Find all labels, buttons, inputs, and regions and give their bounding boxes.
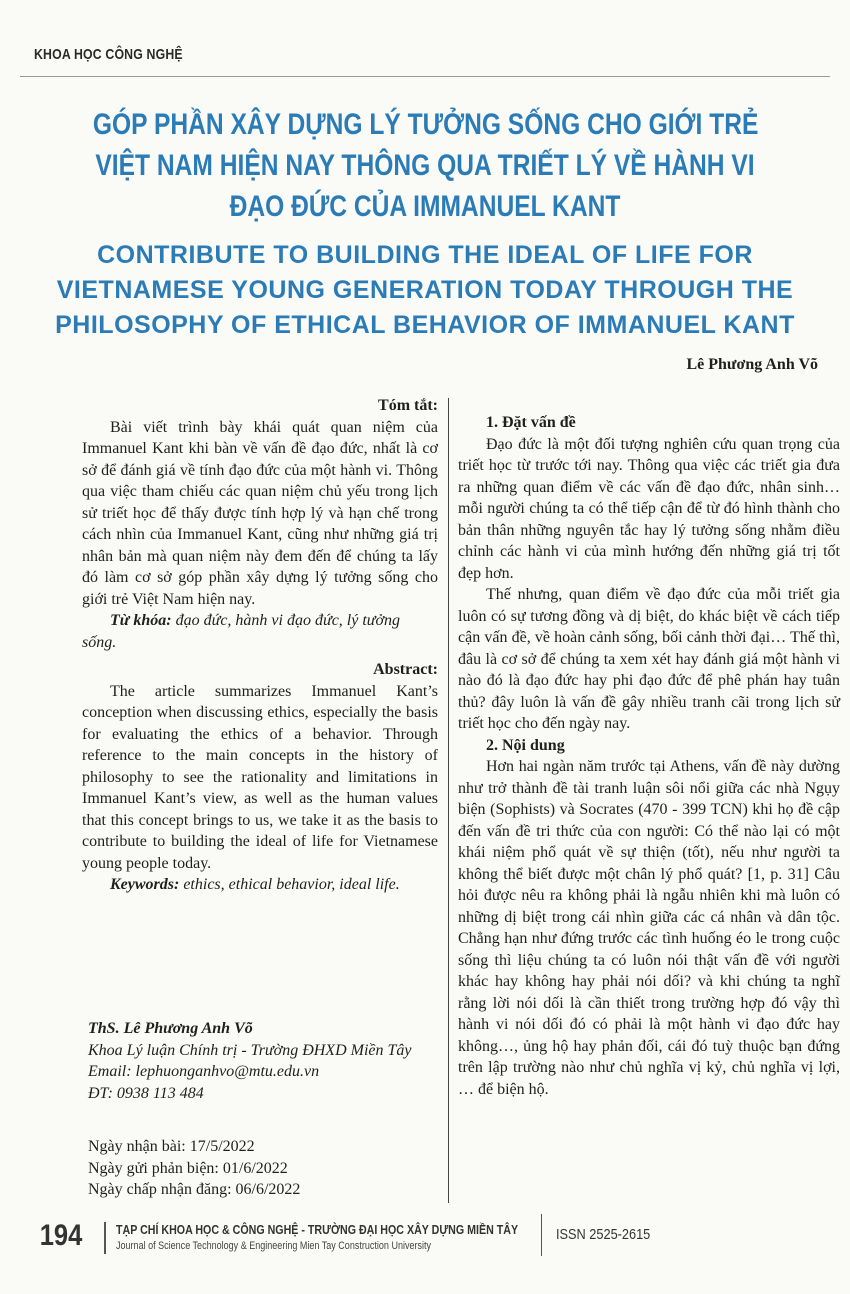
- submission-dates: [88, 1136, 300, 1201]
- date-received: Ngày nhận bài: 17/5/2022: [88, 1138, 255, 1155]
- footer-divider-right: [541, 1214, 542, 1256]
- journal-name-vi: TẠP CHÍ KHOA HỌC & CÔNG NGHỆ - TRƯỜNG ĐẠI HỌC XÂY DỰNG MIỀN TÂY: [116, 1222, 519, 1237]
- journal-name-en: Journal of Science Technology & Engineering Mien Tay Construction University: [116, 1240, 432, 1252]
- title-vietnamese: [93, 104, 757, 227]
- summary-en-body: The article summarizes Immanuel Kant’s conception when discussing ethics, especially the basis for evaluating the ethics of a behavior. Through reference to the main concepts in the history of philosophy to see the rationality and limitations in Immanuel Kant’s view, as well as the human values that this concept brings to us, we take it as the basis to contribute to building the ideal of life for Vietnamese young people today.: [82, 682, 438, 872]
- summary-vi-heading: Tóm tắt:: [378, 397, 438, 414]
- issn-number: ISSN 2525-2615: [556, 1226, 651, 1243]
- author-email[interactable]: Email: lephuonganhvo@mtu.edu.vn: [88, 1063, 320, 1080]
- keywords-en: [82, 874, 438, 896]
- keywords-en-label: Keywords:: [110, 876, 180, 893]
- author-info-name: ThS. Lê Phương Anh Võ: [88, 1020, 253, 1037]
- section-1-paragraph-2: Thế nhưng, quan điểm về đạo đức của mỗi triết gia luôn có sự tương đồng và dị biệt, do khác biệt về cách tiếp cận vấn đề, về hoàn cảnh sống, bối cảnh thời đại… Thế thì, đâu là cơ sở để chúng ta xem xét hay đánh giá một hành vi nào đó là đạo đức hay phi đạo đức để phê phán hay tuân thủ? đây luôn là vấn đề gây nhiều tranh cãi trong lịch sử triết học cho đến ngày nay.: [458, 586, 840, 732]
- title-vi-line-1: GÓP PHẦN XÂY DỰNG LÝ TƯỞNG SỐNG CHO GIỚI TRẺ: [92, 108, 759, 141]
- summary-vi-body: Bài viết trình bày khái quát quan niệm của Immanuel Kant khi bàn về vấn đề đạo đức, nhất là cơ sở để đánh giá về tính đạo đức của một hành vi. Thông qua việc tham chiếu các quan niệm chủ yếu trong lịch sử triết học để thấy được tính hợp lý và hạn chế trong cách nhìn của Immanuel Kant, cũng như những giá trị nhân bản mà quan niệm này đem đến để chúng ta lấy đó làm cơ sở góp phần xây dựng lý tưởng sống cho giới trẻ Việt Nam hiện nay.: [82, 418, 438, 608]
- title-en-line-3: PHILOSOPHY OF ETHICAL BEHAVIOR OF IMMANUEL KANT: [55, 311, 795, 339]
- abstract-column: [82, 395, 438, 896]
- author-affiliation: Khoa Lý luận Chính trị - Trường ĐHXD Miền Tây: [88, 1041, 412, 1059]
- section-2-paragraph-1: Hơn hai ngàn năm trước tại Athens, vấn đề này dường như trở thành đề tài tranh luận sôi nổi giữa các nhà Ngụy biện (Sophists) và Socrates (470 - 399 TCN) khi họ đề cập đến vấn đề tri thức của con người: Có thể nào lại có một khái niệm phổ quát về sự thiện (tốt), nếu như người ta không thể biết được một chân lý phổ quát? [1, p. 31] Câu hỏi được nêu ra không phải là ngẫu nhiên khi mà luôn có những dị biệt trong cái nhìn giữa các cá nhân và dân tộc. Chẳng hạn như đứng trước các tình huống éo le trong cuộc sống thì liệu chúng ta có luôn nói thật vấn đề với người khác hay không hay phải nói dối? và khi chúng ta nghĩ rằng lời nói dối là cần thiết trong trường hợp đó vậy thì hành vi nói dối đó có phải là một hành vi đạo đức hay không…, ủng hộ hay phản đối, cái đó tuỳ thuộc bạn đứng trên lập trường nào như chủ nghĩa vị kỷ, chủ nghĩa vị lợi, … để biện hộ.: [458, 758, 840, 1098]
- author-phone: ĐT: 0938 113 484: [88, 1084, 204, 1102]
- date-accepted: Ngày chấp nhận đăng: 06/6/2022: [88, 1181, 301, 1198]
- title-en-line-2: VIETNAMESE YOUNG GENERATION TODAY THROUGH THE: [56, 276, 794, 304]
- keywords-vi-label: Từ khóa:: [110, 612, 172, 629]
- column-divider: [448, 398, 449, 1203]
- section-1-title: 1. Đặt vấn đề: [486, 414, 576, 431]
- section-2-title: 2. Nội dung: [486, 736, 565, 754]
- body-column: [458, 412, 840, 1100]
- title-vi-line-3: ĐẠO ĐỨC CỦA IMMANUEL KANT: [229, 190, 621, 223]
- title-english: [10, 238, 840, 343]
- footer-divider-left: [104, 1222, 106, 1254]
- summary-en-heading: Abstract:: [373, 661, 438, 678]
- author-info: [88, 1018, 412, 1104]
- title-en-line-1: CONTRIBUTE TO BUILDING THE IDEAL OF LIFE FOR: [97, 241, 753, 269]
- keywords-vi-text: đạo đức, hành vi đạo đức, lý tưởng sống.: [82, 612, 401, 651]
- title-vi-line-2: VIỆT NAM HIỆN NAY THÔNG QUA TRIẾT LÝ VỀ HÀNH VI: [95, 149, 755, 182]
- section-1-paragraph-1: Đạo đức là một đối tượng nghiên cứu quan trọng của triết học từ trước tới nay. Thông qua việc các triết gia đưa ra những quan điểm về các vấn đề đạo đức, nhân sinh… mỗi người chúng ta có thể tiếp cận để từ đó hình thành cho bản thân những nguyên tắc hay lý tưởng sống nhằm điều chỉnh các hành vi của mình hướng đến những giá trị tốt đẹp hơn.: [458, 435, 840, 582]
- date-review: Ngày gửi phản biện: 01/6/2022: [88, 1159, 288, 1177]
- page-number: 194: [39, 1219, 83, 1252]
- section-label: KHOA HỌC CÔNG NGHỆ: [34, 46, 183, 63]
- author-name: Lê Phương Anh Võ: [686, 356, 818, 373]
- keywords-en-text: ethics, ethical behavior, ideal life.: [179, 876, 400, 893]
- keywords-vi: [82, 610, 438, 653]
- header-divider: [20, 76, 830, 77]
